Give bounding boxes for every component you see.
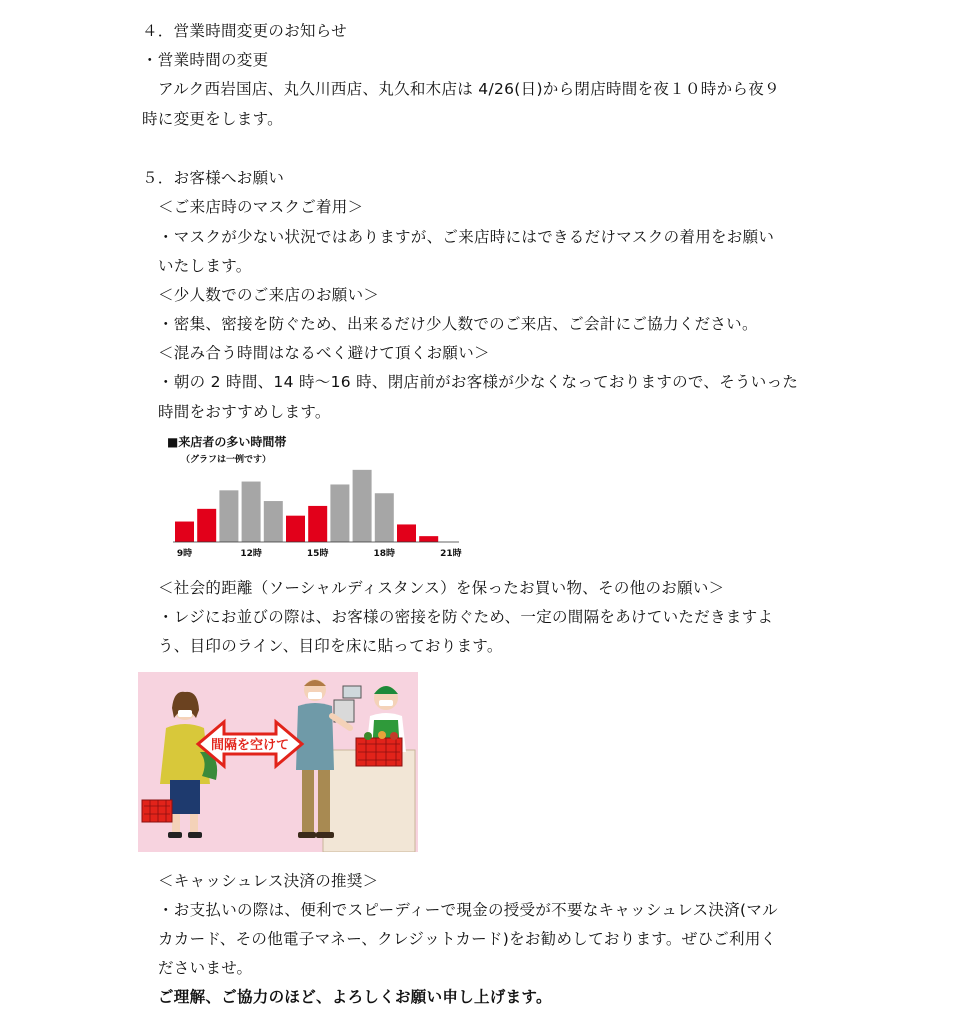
section4-body-line2: 時に変更をします。 <box>142 110 283 128</box>
distance-line1: ・レジにお並びの際は、お客様の密接を防ぐため、一定の間隔をあけていただきますよ <box>158 608 774 626</box>
chart-tick-label: 9時 <box>176 549 193 559</box>
chart-subtitle: （グラフは一例です） <box>181 455 272 465</box>
closing-text: ご理解、ご協力のほど、よろしくお願い申し上げます。 <box>158 988 552 1006</box>
visitor-time-chart <box>165 432 465 562</box>
section4-heading: ４．営業時間変更のお知らせ <box>142 22 347 40</box>
crowd-line1: ・朝の 2 時間、14 時～16 時、閉店前がお客様が少なくなっておりますので、そういった <box>158 373 799 391</box>
section4-body-line1: アルク西岩国店、丸久川西店、丸久和木店は 4/26(日)から閉店時間を夜１０時から夜９ <box>158 80 780 98</box>
chart-tick-label: 21時 <box>440 549 462 559</box>
cashless-title: ＜キャッシュレス決済の推奨＞ <box>158 872 379 890</box>
chart-title: ■来店者の多い時間帯 <box>167 435 287 449</box>
few-title: ＜少人数でのご来店のお願い＞ <box>158 286 380 304</box>
chart-bar-12 <box>242 482 261 542</box>
distance-title: ＜社会的距離（ソーシャルディスタンス）を保ったお買い物、その他のお願い＞ <box>158 579 725 597</box>
mask-line1: ・マスクが少ない状況ではありますが、ご来店時にはできるだけマスクの着用をお願い <box>158 228 775 246</box>
chart-bar-19 <box>397 524 416 542</box>
crowd-title: ＜混み合う時間はなるべく避けて頂くお願い＞ <box>158 344 490 362</box>
cashless-line3: ださいませ。 <box>158 959 253 977</box>
cashless-line2: カカード、その他電子マネー、クレジットカード)をお勧めしております。ぜひご利用く <box>158 930 777 948</box>
mask-line2: いたします。 <box>158 257 252 275</box>
chart-bar-18 <box>375 493 394 542</box>
mask-title: ＜ご来店時のマスクご着用＞ <box>158 198 364 216</box>
chart-bar-15 <box>308 506 327 542</box>
chart-bar-17 <box>353 470 372 542</box>
chart-bar-10 <box>197 509 216 542</box>
section5-heading: ５．お客様へお願い <box>142 169 285 187</box>
chart-bar-14 <box>286 516 305 542</box>
distance-line2: う、目印のライン、目印を床に貼っております。 <box>158 637 503 655</box>
register-icon <box>343 686 361 698</box>
chart-tick-label: 18時 <box>373 549 396 559</box>
chart-tick-label: 12時 <box>240 549 262 559</box>
chart-bar-16 <box>330 484 349 542</box>
few-line1: ・密集、密接を防ぐため、出来るだけ少人数でのご来店、ご会計にご協力ください。 <box>158 315 758 333</box>
cashless-line1: ・お支払いの際は、便利でスピーディーで現金の授受が不要なキャッシュレス決済(マル <box>158 901 778 919</box>
section4-subheading: ・営業時間の変更 <box>142 51 269 69</box>
chart-tick-label: 15時 <box>306 549 329 559</box>
distancing-illustration <box>138 672 418 852</box>
chart-bar-11 <box>219 490 238 542</box>
chart-bar-20 <box>419 536 438 542</box>
crowd-line2: 時間をおすすめします。 <box>158 403 331 421</box>
chart-bar-9 <box>175 522 194 542</box>
chart-bar-13 <box>264 501 283 542</box>
distance-arrow-label: 間隔を空けて <box>210 738 290 753</box>
